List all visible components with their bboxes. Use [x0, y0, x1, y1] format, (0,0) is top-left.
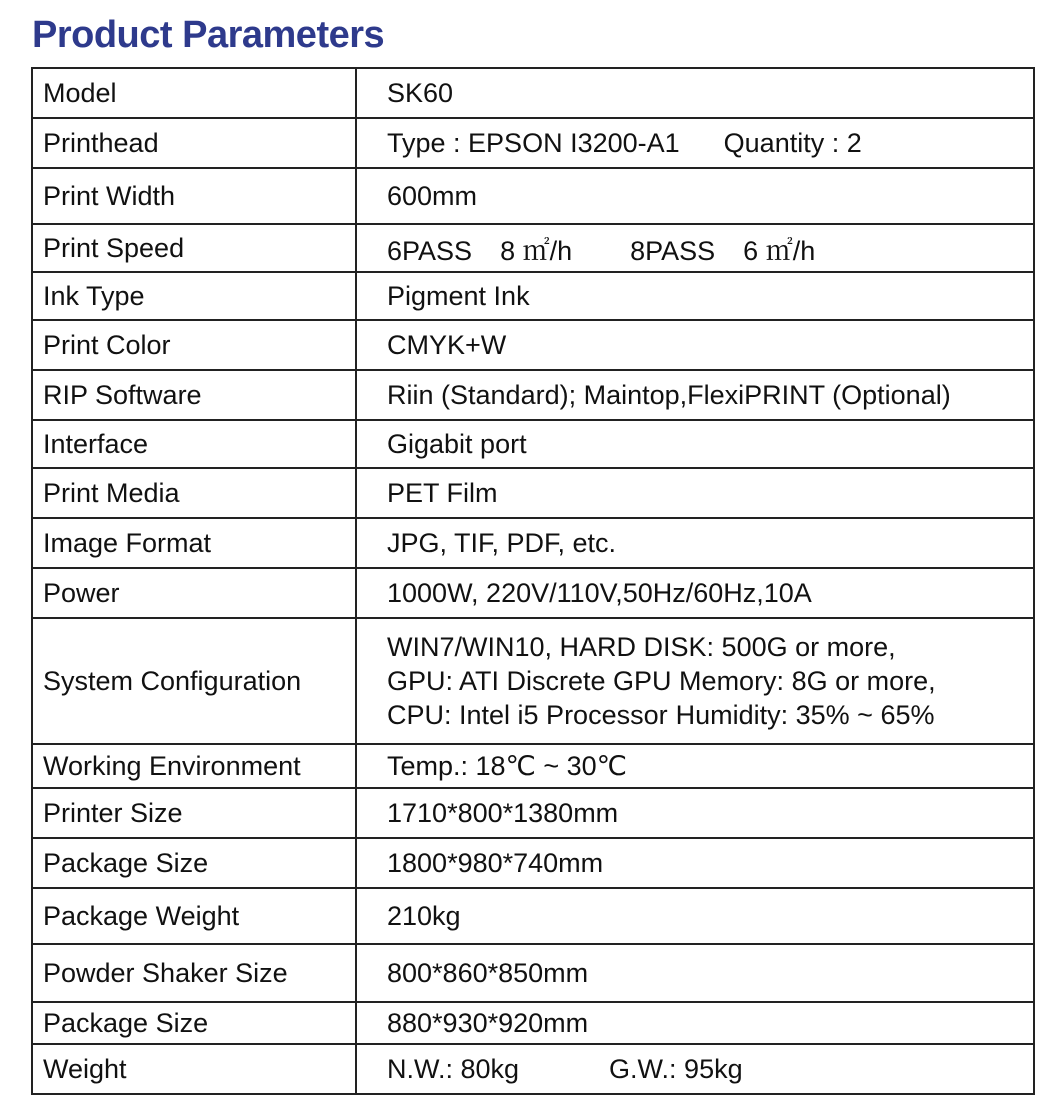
row-value: Riin (Standard); Maintop,FlexiPRINT (Optional) [356, 370, 1034, 420]
speed-8pass-label: 8PASS [630, 235, 716, 266]
table-row [32, 118, 1034, 168]
row-label: Model [32, 68, 356, 118]
table-row [32, 1002, 1034, 1044]
table-row [32, 838, 1034, 888]
row-label: System Configuration [32, 618, 356, 744]
printhead-type: Type : EPSON I3200-A1 [387, 127, 680, 158]
row-value [356, 618, 1034, 744]
row-value: 800*860*850mm [356, 944, 1034, 1002]
net-weight: N.W.: 80kg [387, 1053, 520, 1084]
table-row [32, 168, 1034, 224]
row-value: 600mm [356, 168, 1034, 224]
row-label: Printer Size [32, 788, 356, 838]
table-row [32, 568, 1034, 618]
table-row [32, 272, 1034, 320]
row-value: JPG, TIF, PDF, etc. [356, 518, 1034, 568]
row-value: CMYK+W [356, 320, 1034, 370]
printhead-quantity: Quantity : 2 [723, 127, 862, 158]
row-value [356, 1044, 1034, 1094]
row-label: Printhead [32, 118, 356, 168]
table-row [32, 944, 1034, 1002]
speed-6pass-value: 8 ㎡/h [500, 235, 573, 266]
row-label: Package Size [32, 838, 356, 888]
table-row [32, 68, 1034, 118]
page-title: Product Parameters [32, 14, 385, 56]
gross-weight: G.W.: 95kg [609, 1053, 743, 1084]
row-label: Package Size [32, 1002, 356, 1044]
row-label: Image Format [32, 518, 356, 568]
table-row [32, 618, 1034, 744]
row-label: RIP Software [32, 370, 356, 420]
parameters-table [31, 67, 1035, 1095]
speed-6pass-label: 6PASS [387, 235, 473, 266]
row-value [356, 224, 1034, 272]
row-value [356, 118, 1034, 168]
row-label: Working Environment [32, 744, 356, 788]
row-label: Package Weight [32, 888, 356, 944]
row-value: Gigabit port [356, 420, 1034, 468]
row-value: Pigment Ink [356, 272, 1034, 320]
table-row [32, 518, 1034, 568]
table-row [32, 320, 1034, 370]
row-value: PET Film [356, 468, 1034, 518]
table-row [32, 224, 1034, 272]
table-row [32, 468, 1034, 518]
row-value: 1800*980*740mm [356, 838, 1034, 888]
row-label: Print Color [32, 320, 356, 370]
row-label: Powder Shaker Size [32, 944, 356, 1002]
system-config-line: CPU: Intel i5 Processor [387, 700, 668, 730]
table-row [32, 1044, 1034, 1094]
system-config-line: GPU: ATI Discrete GPU Memory: 8G or more, [387, 666, 936, 696]
system-config-line: WIN7/WIN10, HARD DISK: 500G or more, [387, 632, 896, 662]
row-label: Print Media [32, 468, 356, 518]
row-value: 880*930*920mm [356, 1002, 1034, 1044]
row-value: 1000W, 220V/110V,50Hz/60Hz,10A [356, 568, 1034, 618]
row-value: Temp.: 18℃ ~ 30℃ [356, 744, 1034, 788]
table-row [32, 788, 1034, 838]
table-row [32, 888, 1034, 944]
speed-8pass-value: 6 ㎡/h [743, 235, 816, 266]
row-label: Weight [32, 1044, 356, 1094]
row-label: Interface [32, 420, 356, 468]
row-value: 1710*800*1380mm [356, 788, 1034, 838]
row-value: 210kg [356, 888, 1034, 944]
row-label: Ink Type [32, 272, 356, 320]
table-row [32, 744, 1034, 788]
table-row [32, 370, 1034, 420]
row-label: Power [32, 568, 356, 618]
table-row [32, 420, 1034, 468]
row-value: SK60 [356, 68, 1034, 118]
system-config-humidity: Humidity: 35% ~ 65% [675, 700, 935, 730]
row-label: Print Width [32, 168, 356, 224]
row-label: Print Speed [32, 224, 356, 272]
